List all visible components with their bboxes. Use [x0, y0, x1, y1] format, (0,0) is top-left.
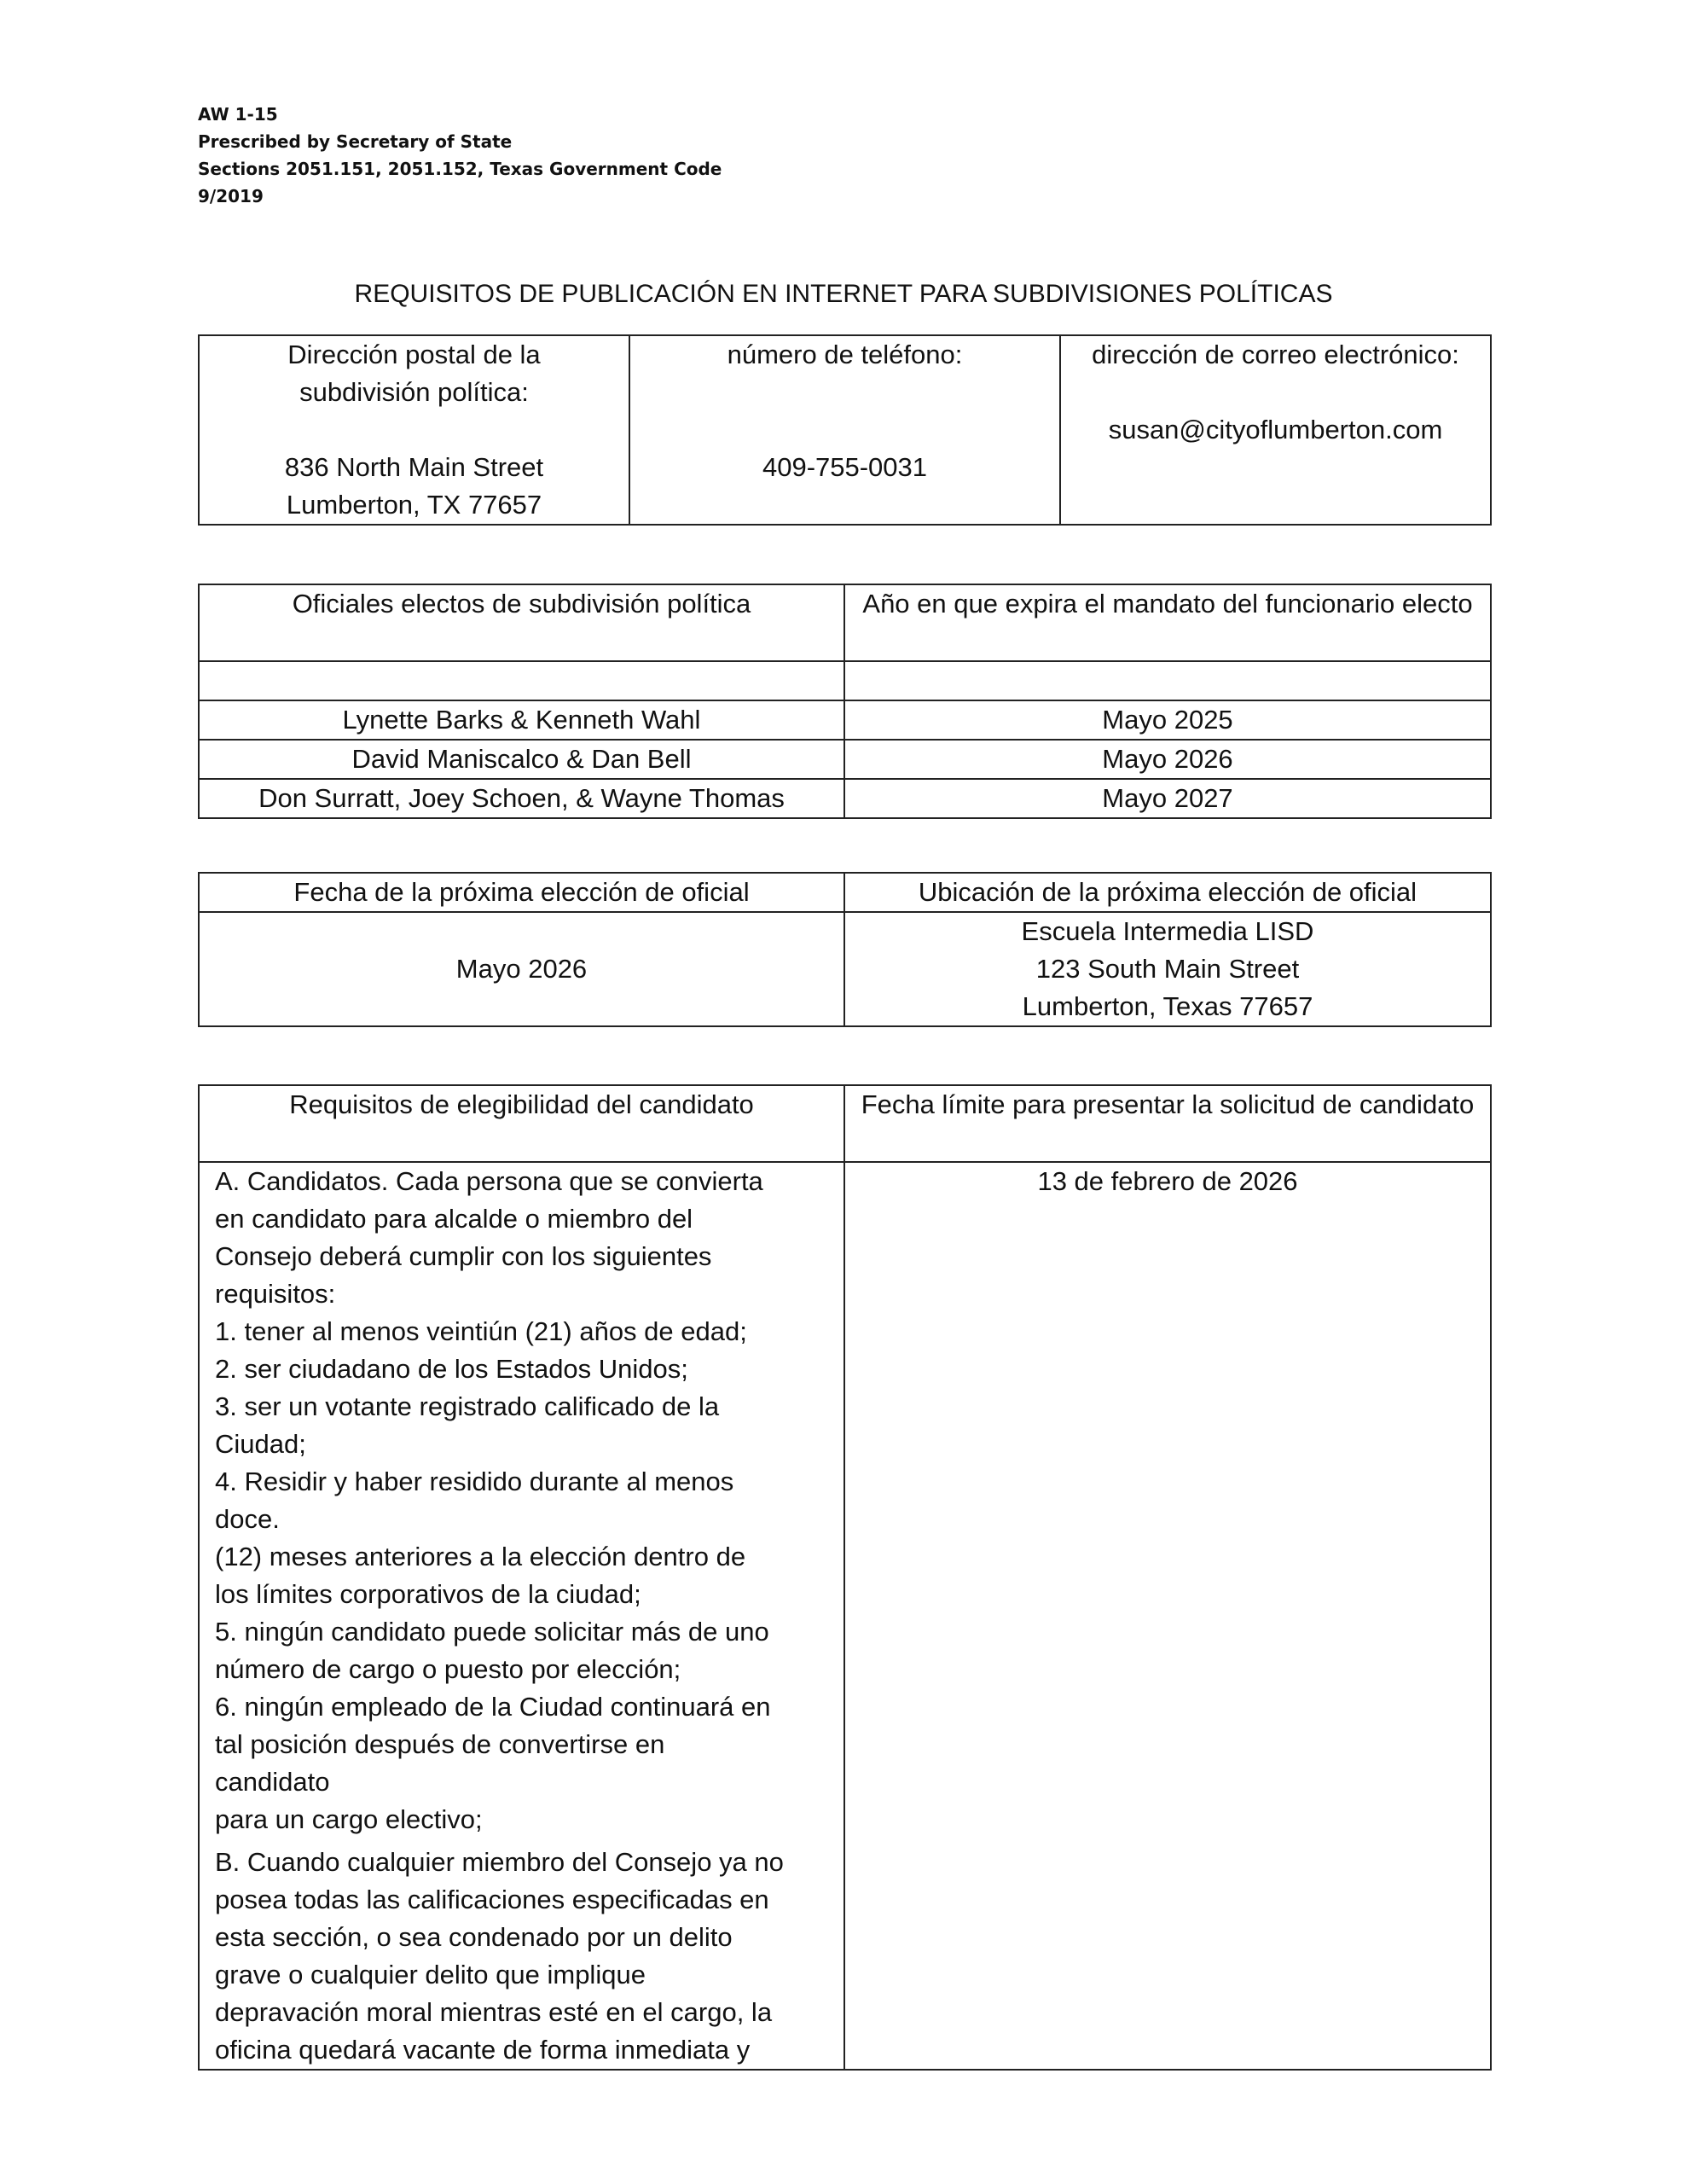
requirement-line: tal posición después de convertirse en: [215, 1729, 665, 1759]
requirement-line: 6. ningún empleado de la Ciudad continuará en: [215, 1692, 771, 1722]
requirement-line: número de cargo o puesto por elección;: [215, 1654, 681, 1684]
city-state-zip: Lumberton, TX 77657: [286, 490, 542, 520]
requirement-line: Consejo deberá cumplir con los siguientes: [215, 1241, 712, 1271]
eligibility-requirements: [199, 1162, 844, 2070]
election-header-date: Fecha de la próxima elección de oficial: [199, 873, 844, 912]
email-cell: [1060, 335, 1491, 525]
eligibility-header-deadline: Fecha límite para presentar la solicitud de candidato: [844, 1085, 1491, 1162]
requirement-line: requisitos:: [215, 1279, 336, 1309]
form-header: [198, 101, 722, 210]
filing-deadline: 13 de febrero de 2026: [844, 1162, 1491, 2070]
requirement-line: candidato: [215, 1767, 330, 1797]
election-header-location: Ubicación de la próxima elección de oficial: [844, 873, 1491, 912]
requirement-a: [215, 1163, 833, 1838]
eligibility-header-requirements: Requisitos de elegibilidad del candidato: [199, 1085, 844, 1162]
requirement-line: posea todas las calificaciones especificadas en: [215, 1885, 769, 1914]
phone-cell: [629, 335, 1060, 525]
requirement-line: en candidato para alcalde o miembro del: [215, 1204, 693, 1234]
requirement-line: oficina quedará vacante de forma inmediata y: [215, 2035, 751, 2065]
address-label-line1: Dirección postal de la: [287, 340, 541, 369]
email-address: susan@cityoflumberton.com: [1108, 415, 1443, 444]
requirement-line: (12) meses anteriores a la elección dentro de: [215, 1542, 746, 1571]
location-name: Escuela Intermedia LISD: [1021, 916, 1314, 946]
official-names: Don Surratt, Joey Schoen, & Wayne Thomas: [199, 779, 844, 818]
prescribed-by: Prescribed by Secretary of State: [198, 131, 513, 152]
page-title: REQUISITOS DE PUBLICACIÓN EN INTERNET PARA SUBDIVISIONES POLÍTICAS: [354, 280, 1333, 308]
email-label: dirección de correo electrónico:: [1092, 340, 1459, 369]
official-term: [844, 661, 1491, 700]
form-date: 9/2019: [198, 186, 264, 206]
location-city: Lumberton, Texas 77657: [1022, 991, 1313, 1021]
election-date: Mayo 2026: [199, 912, 844, 1026]
requirement-line: Ciudad;: [215, 1429, 306, 1459]
officials-table: [198, 584, 1492, 819]
requirement-b: [215, 1844, 833, 2069]
requirement-line: depravación moral mientras esté en el cargo, la: [215, 1997, 773, 2027]
requirement-line: A. Candidatos. Cada persona que se convierta: [215, 1166, 763, 1196]
requirement-line: 2. ser ciudadano de los Estados Unidos;: [215, 1354, 688, 1384]
requirement-line: para un cargo electivo;: [215, 1804, 483, 1834]
officials-header-names: Oficiales electos de subdivisión política: [199, 584, 844, 661]
election-table: [198, 872, 1492, 1027]
requirement-line: los límites corporativos de la ciudad;: [215, 1579, 641, 1609]
requirement-line: 5. ningún candidato puede solicitar más de uno: [215, 1617, 769, 1647]
requirement-line: esta sección, o sea condenado por un delito: [215, 1922, 733, 1952]
phone-label: número de teléfono:: [727, 340, 963, 369]
official-term: Mayo 2027: [844, 779, 1491, 818]
address-cell: [199, 335, 629, 525]
official-names: Lynette Barks & Kenneth Wahl: [199, 700, 844, 740]
official-term: Mayo 2025: [844, 700, 1491, 740]
requirement-line: 4. Residir y haber residido durante al menos: [215, 1467, 734, 1496]
requirement-line: grave o cualquier delito que implique: [215, 1960, 646, 1989]
requirement-line: 1. tener al menos veintiún (21) años de edad;: [215, 1316, 747, 1346]
form-number: AW 1-15: [198, 104, 278, 125]
official-names: [199, 661, 844, 700]
official-term: Mayo 2026: [844, 740, 1491, 779]
phone-number: 409-755-0031: [762, 452, 928, 482]
requirement-line: 3. ser un votante registrado calificado de la: [215, 1391, 720, 1421]
location-street: 123 South Main Street: [1035, 954, 1300, 984]
eligibility-table: [198, 1084, 1492, 2071]
official-names: David Maniscalco & Dan Bell: [199, 740, 844, 779]
requirement-line: B. Cuando cualquier miembro del Consejo ya no: [215, 1847, 784, 1877]
contact-table: [198, 334, 1492, 526]
street-address: 836 North Main Street: [284, 452, 544, 482]
code-sections: Sections 2051.151, 2051.152, Texas Government Code: [198, 159, 722, 179]
address-label-line2: subdivisión política:: [299, 377, 529, 407]
officials-header-term: Año en que expira el mandato del funcionario electo: [844, 584, 1491, 661]
requirement-line: doce.: [215, 1504, 280, 1534]
election-location: [844, 912, 1491, 1026]
